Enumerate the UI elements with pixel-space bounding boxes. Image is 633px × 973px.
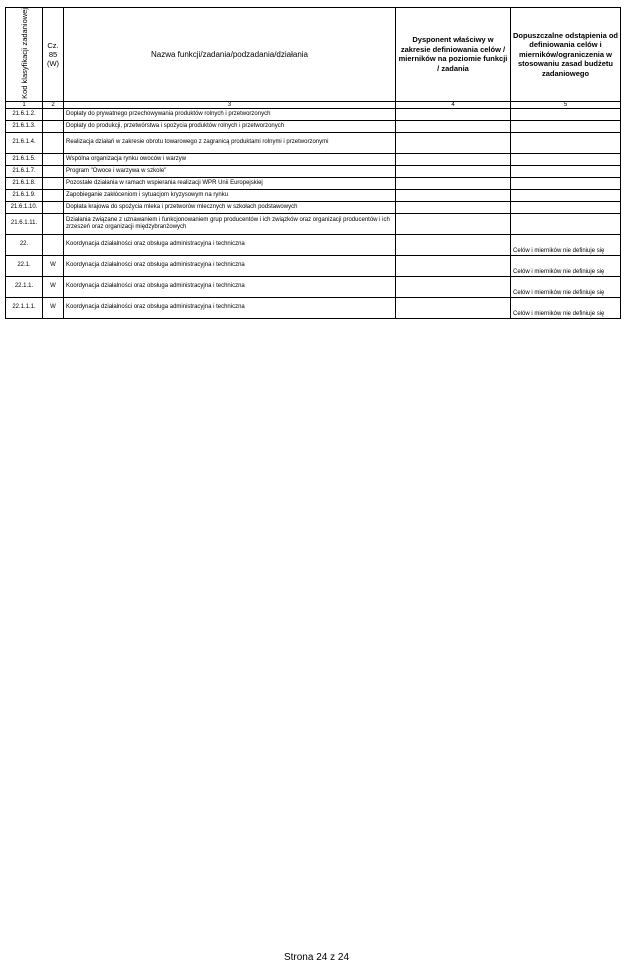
kod-cell: 22.1.: [6, 255, 43, 276]
table-row: [6, 189, 621, 201]
table-row: [6, 297, 621, 318]
header-dopuszczalne: Dopuszczalne odstąpienia od definiowania celów i mierników/ograniczenia w stosowaniu zasad budżetu zadaniowego: [511, 8, 621, 102]
header-nazwa: Nazwa funkcji/zadania/podzadania/działania: [64, 8, 396, 102]
name-cell: Koordynacja działalności oraz obsługa administracyjna i techniczna: [64, 276, 396, 297]
dysponent-cell: [396, 276, 511, 297]
page-footer: Strona 24 z 24: [283, 952, 350, 963]
kod-cell: 21.6.1.3.: [6, 120, 43, 132]
table-row: [6, 201, 621, 213]
dysponent-cell: [396, 189, 511, 201]
dysponent-cell: [396, 153, 511, 165]
cz-cell: [43, 108, 64, 120]
table-row: [6, 120, 621, 132]
dysponent-cell: [396, 255, 511, 276]
cz-cell: W: [43, 276, 64, 297]
name-cell: Realizacja działań w zakresie obrotu towarowego z zagranicą produktami rolnymi i przetworzonymi: [64, 132, 396, 153]
kod-cell: 21.6.1.7.: [6, 165, 43, 177]
dopuszczalne-cell: [511, 165, 621, 177]
dopuszczalne-cell: [511, 108, 621, 120]
dopuszczalne-cell: [511, 177, 621, 189]
cz-cell: [43, 132, 64, 153]
name-cell: Dopłata krajowa do spożycia mleka i przetworów mlecznych w szkołach podstawowych: [64, 201, 396, 213]
kod-cell: 21.6.1.11.: [6, 213, 43, 234]
cz-cell: [43, 177, 64, 189]
table-row: [6, 165, 621, 177]
dopuszczalne-cell: Celów i mierników nie definiuje się: [511, 297, 621, 318]
cz-cell: [43, 201, 64, 213]
header-dysponent: Dysponent właściwy w zakresie definiowania celów / mierników na poziomie funkcji / zadania: [396, 8, 511, 102]
name-cell: Pozostałe działania w ramach wspierania realizacji WPR Unii Europejskiej: [64, 177, 396, 189]
dopuszczalne-cell: [511, 201, 621, 213]
kod-cell: 22.: [6, 234, 43, 255]
kod-cell: 21.6.1.4.: [6, 132, 43, 153]
name-cell: Wspólna organizacja rynku owoców i warzyw: [64, 153, 396, 165]
cz-cell: [43, 165, 64, 177]
name-cell: Dopłaty do produkcji, przetwórstwa i spożycia produktów rolnych i przetworzonych: [64, 120, 396, 132]
name-cell: Program "Owoce i warzywa w szkole": [64, 165, 396, 177]
kod-cell: 21.6.1.2.: [6, 108, 43, 120]
cz-cell: W: [43, 255, 64, 276]
dysponent-cell: [396, 234, 511, 255]
table-body: [6, 108, 621, 318]
kod-cell: 21.6.1.10.: [6, 201, 43, 213]
table-row: [6, 108, 621, 120]
dysponent-cell: [396, 165, 511, 177]
name-cell: Dopłaty do prywatnego przechowywania produktów rolnych i przetworzonych: [64, 108, 396, 120]
name-cell: Koordynacja działalności oraz obsługa administracyjna i techniczna: [64, 255, 396, 276]
table-row: [6, 213, 621, 234]
kod-cell: 21.6.1.8.: [6, 177, 43, 189]
cz-cell: [43, 234, 64, 255]
dopuszczalne-cell: Celów i mierników nie definiuje się: [511, 234, 621, 255]
table-row: [6, 255, 621, 276]
column-number: 1: [6, 101, 43, 108]
dysponent-cell: [396, 177, 511, 189]
header-row: [6, 8, 621, 102]
cz-cell: [43, 213, 64, 234]
kod-cell: 21.6.1.9.: [6, 189, 43, 201]
kod-cell: 22.1.1.: [6, 276, 43, 297]
column-numbers-row: [6, 101, 621, 108]
dysponent-cell: [396, 201, 511, 213]
table-row: [6, 153, 621, 165]
cz-cell: [43, 189, 64, 201]
column-number: 5: [511, 101, 621, 108]
table-row: [6, 234, 621, 255]
dysponent-cell: [396, 297, 511, 318]
dysponent-cell: [396, 213, 511, 234]
name-cell: Zapobieganie zakłóceniom i sytuacjom kryzysowym na rynku: [64, 189, 396, 201]
column-number: 4: [396, 101, 511, 108]
name-cell: Koordynacja działalności oraz obsługa administracyjna i techniczna: [64, 234, 396, 255]
column-number: 2: [43, 101, 64, 108]
column-number: 3: [64, 101, 396, 108]
classification-table: [5, 7, 621, 319]
kod-cell: 21.6.1.5.: [6, 153, 43, 165]
table-row: [6, 177, 621, 189]
cz-cell: [43, 153, 64, 165]
dysponent-cell: [396, 120, 511, 132]
header-kod: Kod klasyfikacji zadaniowej: [6, 8, 43, 102]
dopuszczalne-cell: [511, 213, 621, 234]
kod-cell: 22.1.1.1.: [6, 297, 43, 318]
name-cell: Koordynacja działalności oraz obsługa administracyjna i techniczna: [64, 297, 396, 318]
dysponent-cell: [396, 108, 511, 120]
table-row: [6, 276, 621, 297]
dopuszczalne-cell: Celów i mierników nie definiuje się: [511, 276, 621, 297]
table-row: [6, 132, 621, 153]
header-cz: Cz. 85 (W): [43, 8, 64, 102]
cz-cell: W: [43, 297, 64, 318]
dopuszczalne-cell: [511, 120, 621, 132]
dysponent-cell: [396, 132, 511, 153]
dopuszczalne-cell: Celów i mierników nie definiuje się: [511, 255, 621, 276]
cz-cell: [43, 120, 64, 132]
dopuszczalne-cell: [511, 132, 621, 153]
dopuszczalne-cell: [511, 189, 621, 201]
dopuszczalne-cell: [511, 153, 621, 165]
name-cell: Działania związane z uznawaniem i funkcjonowaniem grup producentów i ich związków oraz organizacji producentów i ich zrzeszeń oraz organizacji międzybranżowych: [64, 213, 396, 234]
